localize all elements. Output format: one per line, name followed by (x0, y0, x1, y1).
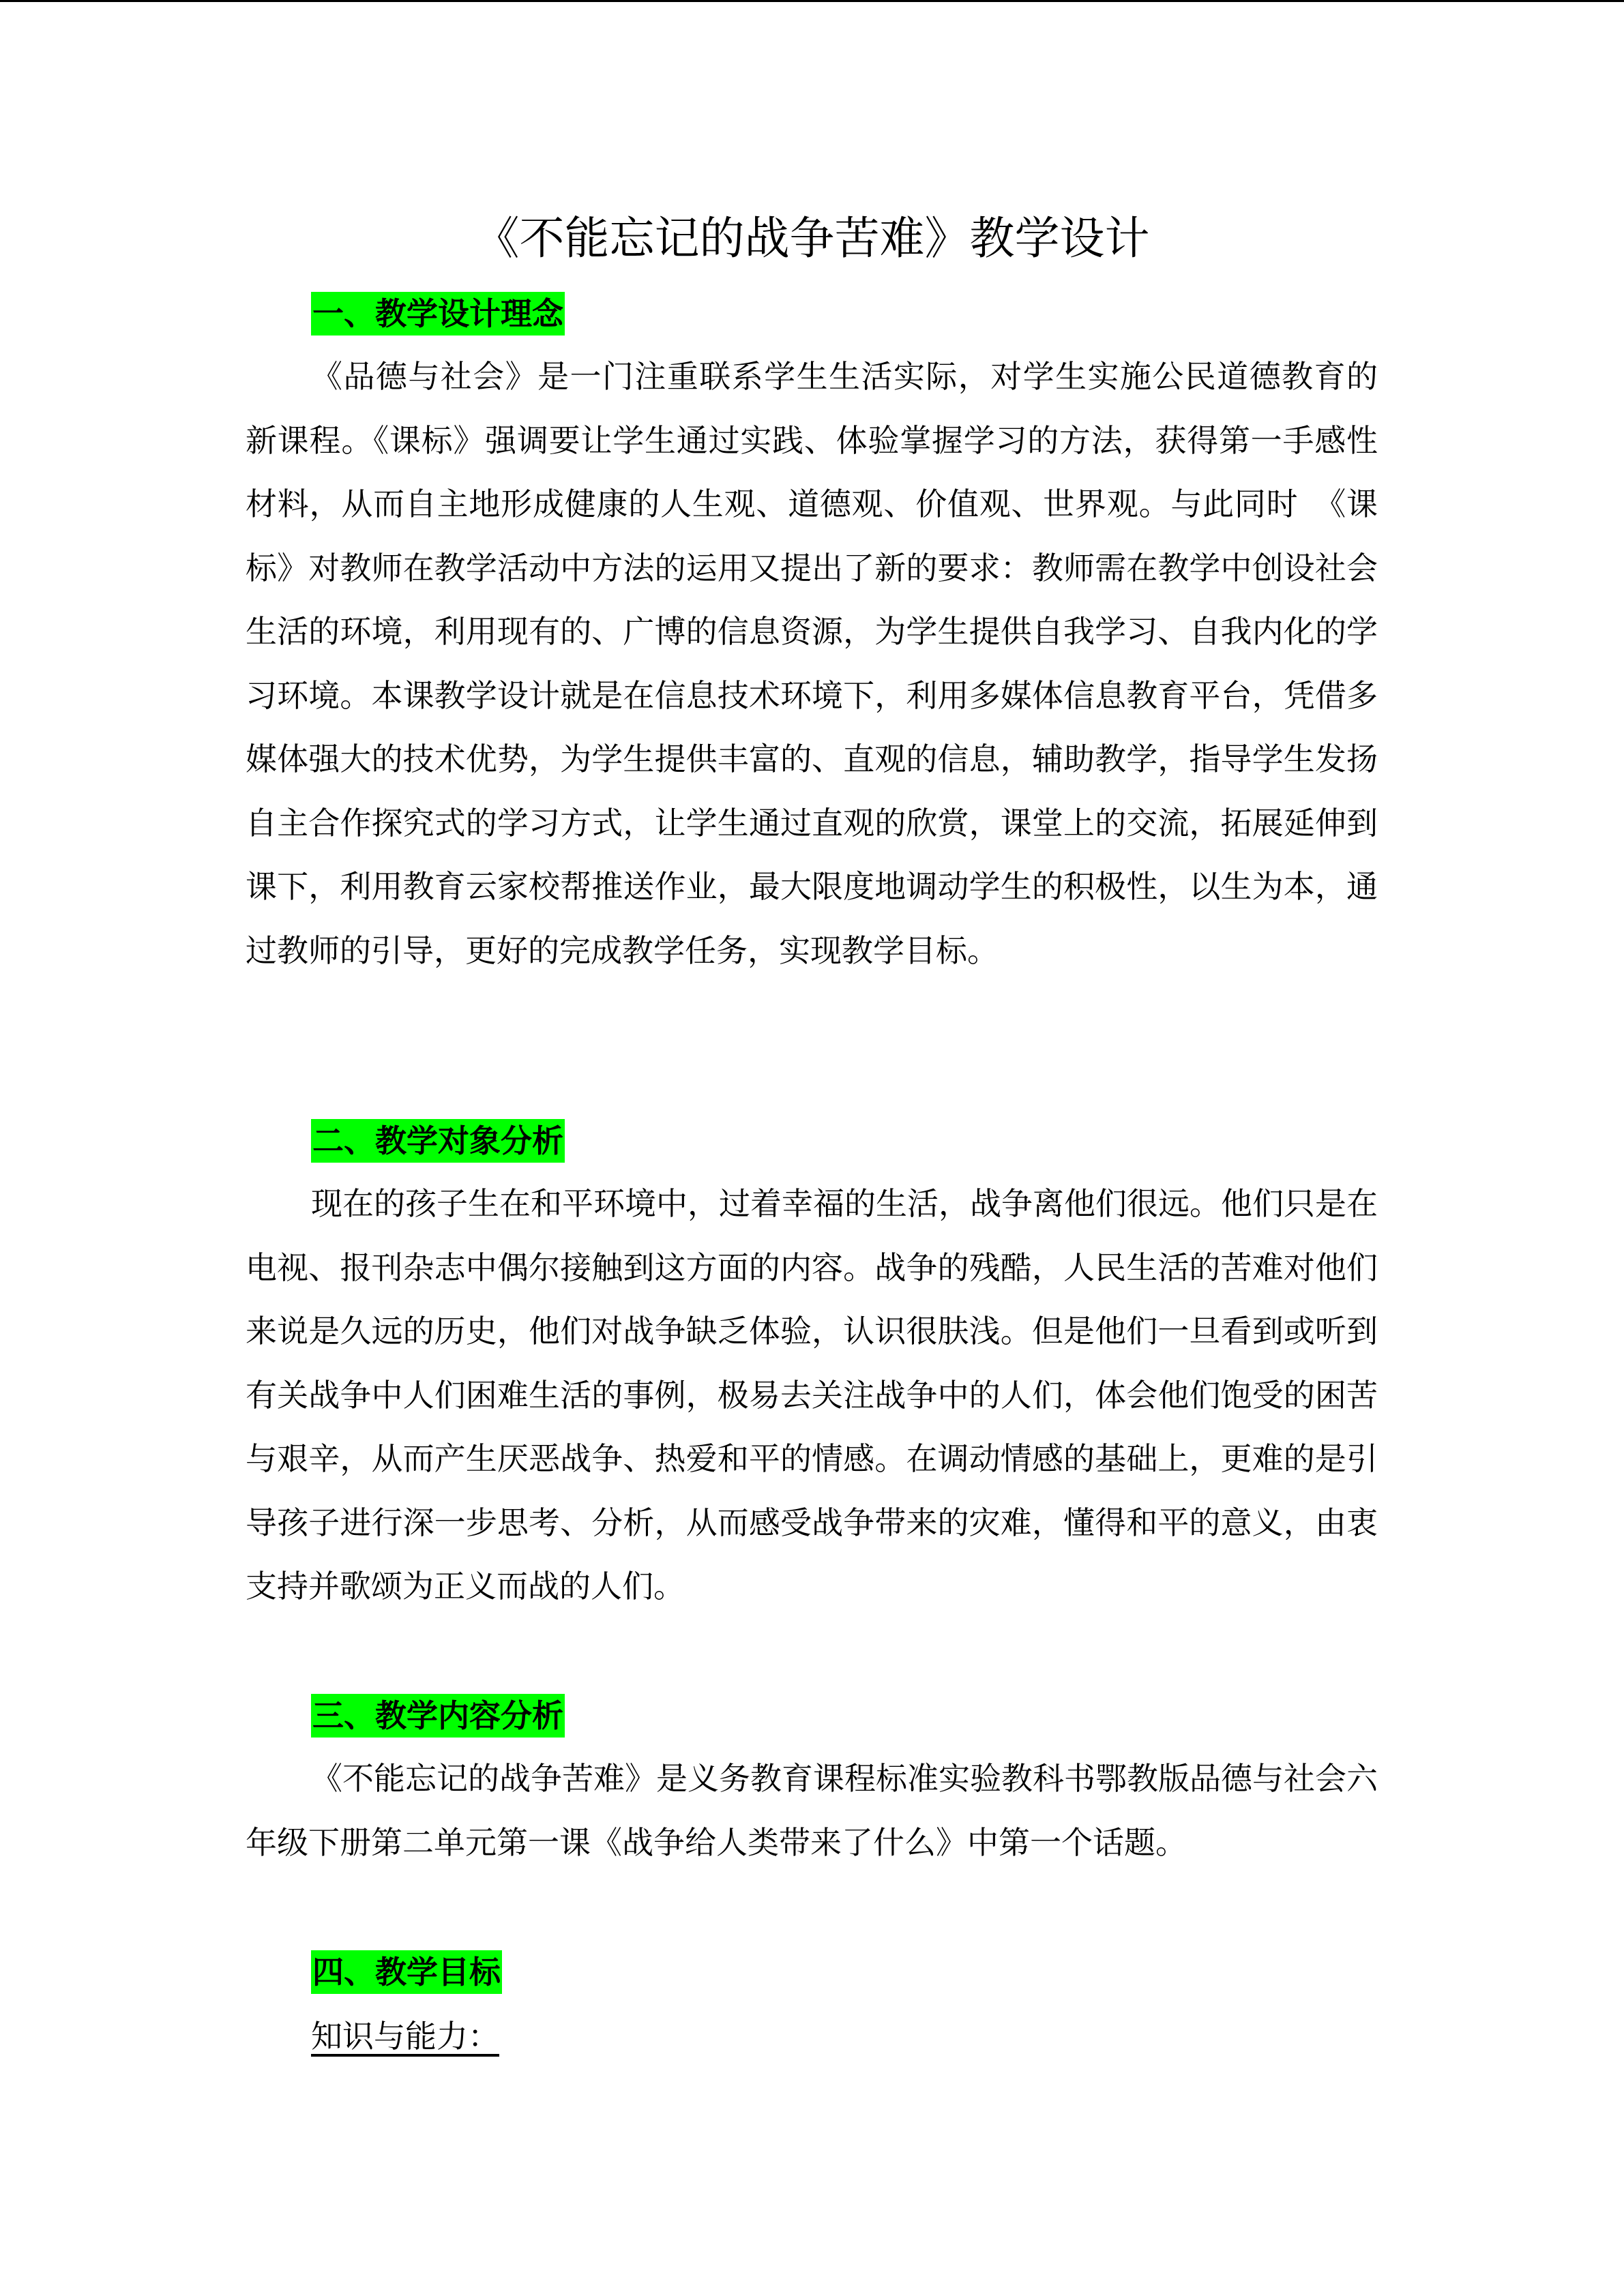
document-title: 《不能忘记的战争苦难》教学设计 (474, 212, 1150, 265)
subheading-knowledge-ability: 知识与能力： (311, 2018, 499, 2055)
section-paragraph-design-concept: 《品德与社会》是一门注重联系学生生活实际，对学生实施公民道德教育的 新课程。《课标》强调要让学生通过实践、体验掌握学习的方法，获得第一手感性材料，从而自主地形成健康的人生观、道德观、价值观、世界观。与此同时 《课标》对教师在教学活动中方法的运用又提出了新的要求：教师需在教学中创设社会生活的环境，利用现有的、广博的信息资源，为学生提供自我学习、自我内化的学习环境。本课教学设计就是在信息技术环境下，利用多媒体信息教育平台，凭借多媒体强大的技术优势，为学生提供丰富的、直观的信息，辅助教学，指导学生发扬自主合作探究式的学习方式，让学生通过直观的欣赏，课堂上的交流，拓展延伸到课下，利用教育云家校帮推送作业，最大限度地调动学生的积极性，以生为本，通过教师的引导，更好的完成教学任务，实现教学目标。 (246, 358, 1409, 969)
section-heading-learner-analysis: 二、教学对象分析 (311, 1119, 565, 1163)
section-heading-content-analysis: 三、教学内容分析 (311, 1694, 565, 1738)
section-heading-design-concept: 一、教学设计理念 (311, 292, 565, 336)
page-top-border (0, 0, 1624, 2)
section-paragraph-learner-analysis: 现在的孩子生在和平环境中，过着幸福的生活，战争离他们很远。他们只是在电视、报刊杂志中偶尔接触到这方面的内容。战争的残酷，人民生活的苦难对他们来说是久远的历史，他们对战争缺乏体验，认识很肤浅。但是他们一旦看到或听到有关战争中人们困难生活的事例，极易去关注战争中的人们，体会他们饱受的困苦与艰辛，从而产生厌恶战争、热爱和平的情感。在调动情感的基础上，更难的是引导孩子进行深一步思考、分析，从而感受战争带来的灾难，懂得和平的意义，由衷支持并歌颂为正义而战的人们。 (246, 1185, 1378, 1605)
section-paragraph-content-analysis: 《不能忘记的战争苦难》是义务教育课程标准实验教科书鄂教版品德与社会六年级下册第二单元第一课《战争给人类带来了什么》中第一个话题。 (246, 1760, 1378, 1861)
section-heading-teaching-goals: 四、教学目标 (311, 1950, 502, 1994)
